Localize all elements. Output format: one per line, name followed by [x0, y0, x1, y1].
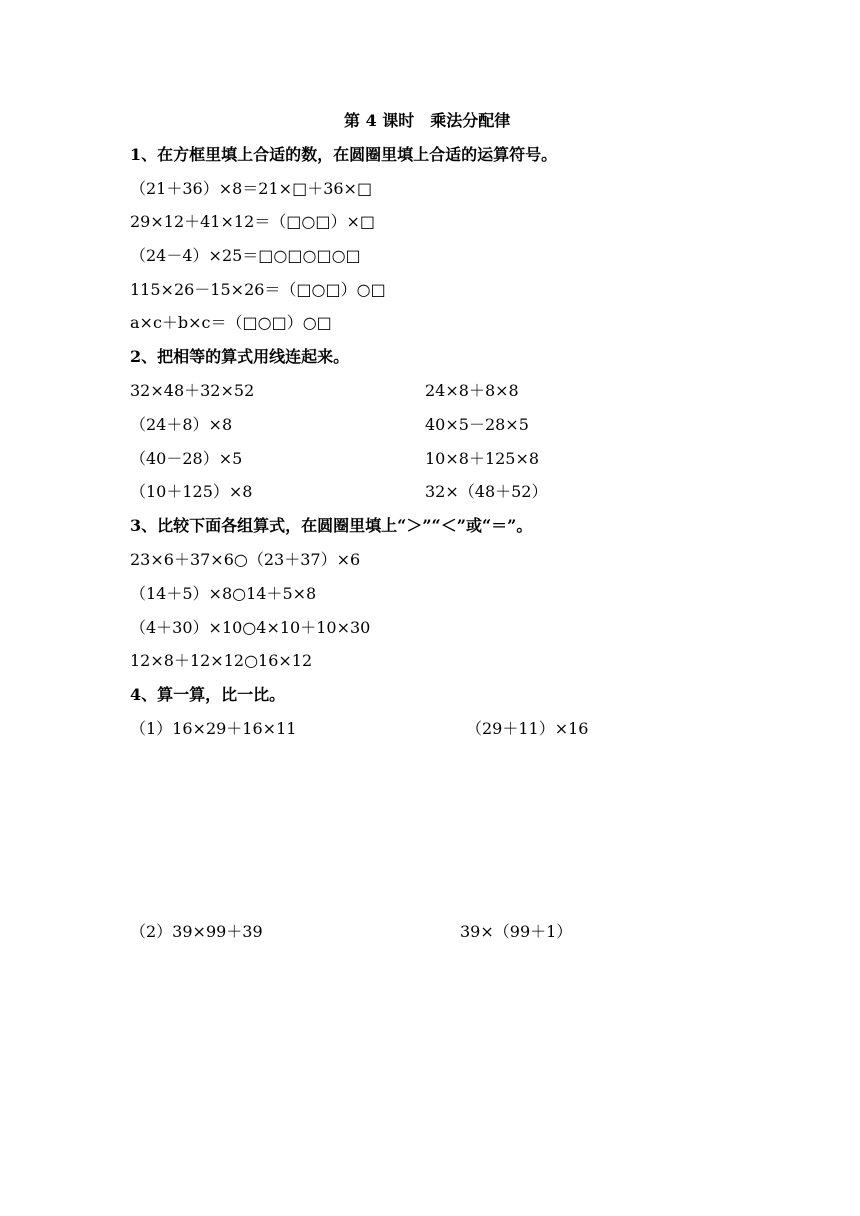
q2-right-expr: 10×8＋125×8: [425, 449, 540, 468]
q2-left-expr: 32×48＋32×52: [130, 381, 255, 400]
q2-left-expr: （24＋8）×8: [130, 415, 233, 434]
page-title: 第 4 课时 乘法分配律: [344, 111, 511, 130]
q2-left-expr: （10＋125）×8: [130, 482, 253, 501]
q2-heading: 2、把相等的算式用线连起来。: [130, 347, 350, 366]
q1-heading: 1、在方框里填上合适的数，在圆圈里填上合适的运算符号。: [130, 145, 558, 164]
q2-left-expr: （40－28）×5: [130, 449, 243, 468]
q2-right-expr: 24×8＋8×8: [425, 381, 519, 400]
q1-item: 115×26－15×26＝（□○□）○□: [130, 280, 386, 299]
q3-item: （4＋30）×10○4×10＋10×30: [130, 618, 371, 637]
q3-item: 23×6＋37×6○（23＋37）×6: [130, 550, 361, 569]
q2-right-expr: 32×（48＋52）: [425, 482, 548, 501]
q4-problem-left: （1）16×29＋16×11: [130, 719, 297, 738]
q3-item: 12×8＋12×12○16×12: [130, 651, 313, 670]
q1-item: 29×12＋41×12＝（□○□）×□: [130, 212, 375, 231]
q3-item: （14＋5）×8○14＋5×8: [130, 584, 317, 603]
q1-item: （24－4）×25＝□○□○□○□: [130, 246, 361, 265]
q2-right-expr: 40×5－28×5: [425, 415, 529, 434]
q4-heading: 4、算一算，比一比。: [130, 685, 286, 704]
q4-problem-left: （2）39×99＋39: [130, 922, 263, 941]
q4-problem-right: 39×（99＋1）: [460, 922, 573, 941]
q1-item: （21＋36）×8＝21×□＋36×□: [130, 179, 373, 198]
q3-heading: 3、比较下面各组算式，在圆圈里填上“＞”“＜”或“＝”。: [130, 516, 533, 535]
q1-item: a×c＋b×c＝（□○□）○□: [130, 313, 332, 332]
q4-problem-right: （29＋11）×16: [466, 719, 589, 738]
